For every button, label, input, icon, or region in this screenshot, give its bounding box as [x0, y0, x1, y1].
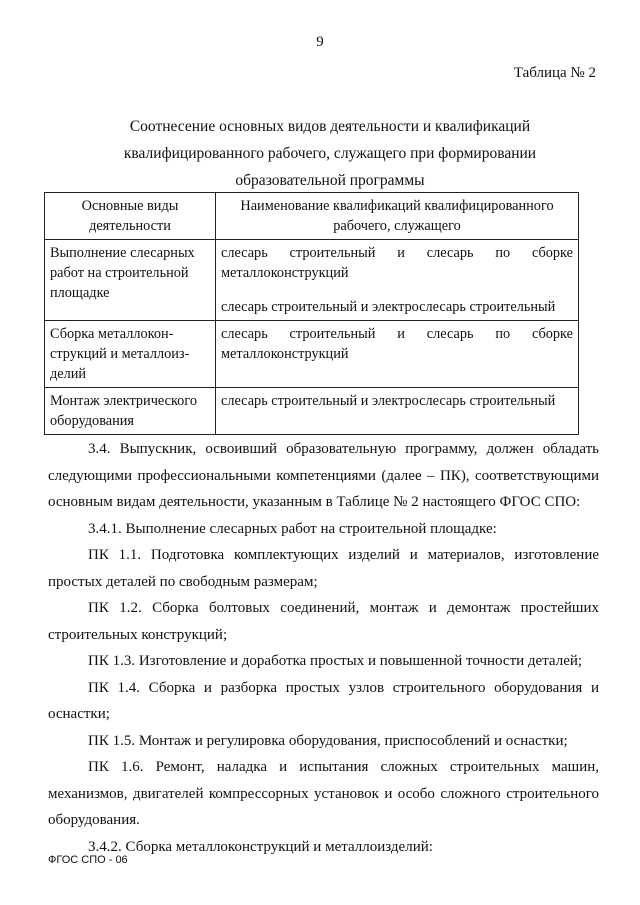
- qualification-table: [44, 192, 579, 435]
- header-qualifications: [216, 193, 579, 240]
- header-text: деятельности: [89, 218, 171, 234]
- cell-text: струкций и металлоиз-: [50, 346, 190, 362]
- cell-text: слесарь строительный и электрослесарь строительный: [221, 393, 556, 409]
- paragraph: ПК 1.3. Изготовление и доработка простых и повышенной точности деталей;: [88, 653, 583, 669]
- header-activities: [45, 193, 216, 240]
- qualification-cell: [216, 240, 579, 321]
- activity-cell: [45, 240, 216, 321]
- paragraph: ПК 1.4. Сборка и разборка простых узлов строительного оборудования и оснастки;: [48, 679, 599, 722]
- footer-label: ФГОС СПО - 06: [48, 854, 128, 866]
- paragraph: ПК 1.2. Сборка болтовых соединений, монтаж и демонтаж простейших строительных конструкций;: [48, 600, 599, 643]
- cell-text: работ на строительной: [50, 265, 189, 281]
- table-row: [45, 240, 579, 321]
- table-title: [60, 113, 600, 194]
- paragraph: ПК 1.5. Монтаж и регулировка оборудования, приспособлений и оснастки;: [88, 732, 568, 749]
- qualification-cell: [216, 321, 579, 388]
- paragraph: 3.4. Выпускник, освоивший образовательную программу, должен обладать следующими профессиональными компетенциями (далее – ПК), соответствующими основным видам деятельности, указанным в Таблице № 2 настоящего ФГОС СПО:: [48, 441, 599, 510]
- cell-text: делий: [50, 366, 87, 382]
- cell-text: металлоконструкций: [221, 265, 349, 281]
- cell-text: площадке: [50, 285, 110, 301]
- cell-text: Монтаж электрического: [50, 393, 197, 409]
- cell-text: оборудования: [50, 413, 134, 429]
- header-text: Наименование квалификаций квалифицированного: [240, 198, 554, 214]
- paragraph: 3.4.2. Сборка металлоконструкций и металлоизделий:: [88, 838, 433, 855]
- activity-cell: [45, 388, 216, 435]
- paragraph: ПК 1.6. Ремонт, наладка и испытания сложных строительных машин, механизмов, двигателей компрессорных установок и особо сложного строительного оборудования.: [48, 759, 599, 828]
- header-text: Основные виды: [81, 198, 179, 214]
- document-body: [48, 436, 599, 860]
- table-title-line: образовательной программы: [235, 172, 425, 189]
- header-text: рабочего, служащего: [333, 218, 461, 234]
- table-row: [45, 388, 579, 435]
- activity-cell: [45, 321, 216, 388]
- paragraph: 3.4.1. Выполнение слесарных работ на строительной площадке:: [88, 520, 497, 537]
- table-title-line: квалифицированного рабочего, служащего при формировании: [123, 145, 537, 162]
- cell-text: слесарь строительный и электрослесарь строительный: [221, 299, 556, 315]
- page-number: 9: [316, 34, 324, 50]
- qualification-cell: [216, 388, 579, 435]
- table-label: Таблица № 2: [513, 65, 596, 81]
- cell-text: Сборка металлокон-: [50, 326, 174, 342]
- cell-text: металлоконструкций: [221, 346, 349, 362]
- table-header-row: [45, 193, 579, 240]
- cell-text: слесарь строительный и слесарь по сборке: [221, 245, 573, 261]
- cell-text: слесарь строительный и слесарь по сборке: [221, 326, 573, 342]
- cell-text: Выполнение слесарных: [50, 245, 195, 261]
- paragraph: ПК 1.1. Подготовка комплектующих изделий и материалов, изготовление простых деталей по свободным размерам;: [48, 547, 599, 590]
- table-row: [45, 321, 579, 388]
- table-title-line: Соотнесение основных видов деятельности и квалификаций: [129, 118, 531, 135]
